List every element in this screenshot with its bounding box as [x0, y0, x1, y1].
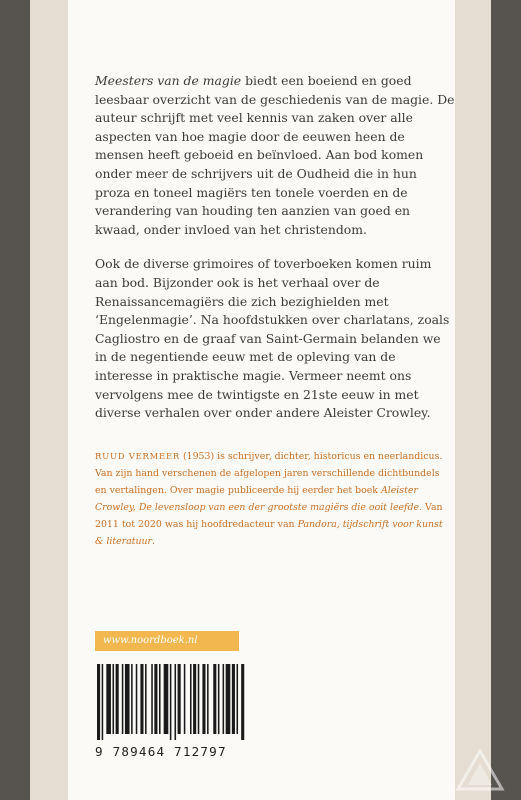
- barcode-bar: [241, 664, 244, 740]
- barcode-bar: [145, 664, 147, 734]
- blurb-paragraph-2: Ook de diverse grimoires of toverboeken komen ruim aan bod. Bijzonder ook is het verhaal over de Renaissancemagiërs die zich bezighielden met ‘Engelenmagie’. Na hoofdstukken over charlatans, zoals Cagliostro en de graaf van Saint-Germain belanden we in de negentiende eeuw met de opleving van de interesse in praktische magie. Vermeer neemt ons vervolgens mee de twintigste en 21ste eeuw in met diverse verhalen over onder andere Aleister Crowley.: [95, 256, 450, 421]
- barcode-bar: [190, 664, 192, 734]
- book-title: Meesters van de magie: [95, 73, 242, 88]
- text-panel: [68, 0, 455, 800]
- barcode-bar: [184, 664, 186, 734]
- barcode-bar: [218, 664, 220, 734]
- left-inner-band: [30, 0, 68, 800]
- barcode-bar: [207, 664, 209, 734]
- barcode-bar: [202, 664, 205, 734]
- bio-text-2: . Van 2011 tot 2020 was hij hoofdredacteur van: [95, 502, 443, 530]
- barcode-bar: [151, 664, 153, 734]
- barcode-bar: [136, 664, 138, 734]
- barcode-bar: [175, 664, 177, 740]
- barcode-bar: [159, 664, 161, 734]
- bio-magazine-title: Pandora, tijdschrift voor kunst & literatuur: [95, 519, 443, 547]
- barcode-bar: [154, 664, 157, 734]
- left-outer-band: [0, 0, 30, 800]
- bio-book-title: Aleister Crowley, De levensloop van een der grootste magiërs die ooit leefde: [95, 485, 420, 513]
- barcode-bar: [223, 664, 225, 734]
- bio-text-3: .: [152, 536, 156, 547]
- barcode-bar: [125, 664, 130, 734]
- barcode-bar: [198, 664, 200, 734]
- blurb: [95, 72, 455, 439]
- barcode-bar: [116, 664, 119, 734]
- barcode-bar: [178, 664, 181, 734]
- barcode-bar: [226, 664, 231, 734]
- right-outer-band: [491, 0, 521, 800]
- author-name: RUUD VERMEER: [95, 451, 180, 461]
- barcode-icon: [95, 664, 295, 740]
- barcode-bar: [102, 664, 104, 740]
- watermark-logo-icon: [450, 745, 510, 793]
- barcode-bar: [164, 664, 169, 734]
- barcode-bar: [122, 664, 124, 734]
- barcode-bar: [170, 664, 172, 740]
- barcode-bar: [213, 664, 216, 734]
- bio-text-1: (1953) is schrijver, dichter, historicus en neerlandicus. Van zijn hand verschenen de afgelopen jaren verschillende dichtbundels en vertalingen. Over magie publiceerde hij eerder het boek: [95, 451, 443, 496]
- blurb-paragraph-1: [95, 72, 455, 239]
- isbn-number: 9 789464 712797: [95, 744, 227, 759]
- barcode-bar: [113, 664, 115, 734]
- barcode-bar: [232, 664, 235, 734]
- barcode-bar: [140, 664, 143, 734]
- barcode-bar: [237, 664, 239, 734]
- barcode-bar: [106, 664, 111, 734]
- barcode-bar: [131, 664, 133, 734]
- publisher-url[interactable]: www.noordboek.nl: [95, 631, 239, 651]
- blurb-paragraph-1-text: biedt een boeiend en goed leesbaar overzicht van de geschiedenis van de magie. De auteur schrijft met veel kennis van zaken over alle aspecten van hoe magie door de eeuwen heen de mensen heeft geboeid en beïnvloed. Aan bod komen onder meer de schrijvers uit de Oudheid die in hun proza en toneel magiërs ten tonele voerden en de verandering van houding ten aanzien van goed en kwaad, onder invloed van het christendom.: [95, 73, 455, 237]
- right-inner-band: [455, 0, 491, 800]
- barcode-bar: [193, 664, 196, 734]
- author-bio: [95, 448, 450, 550]
- barcode-bar: [97, 664, 100, 740]
- barcode: [95, 664, 295, 740]
